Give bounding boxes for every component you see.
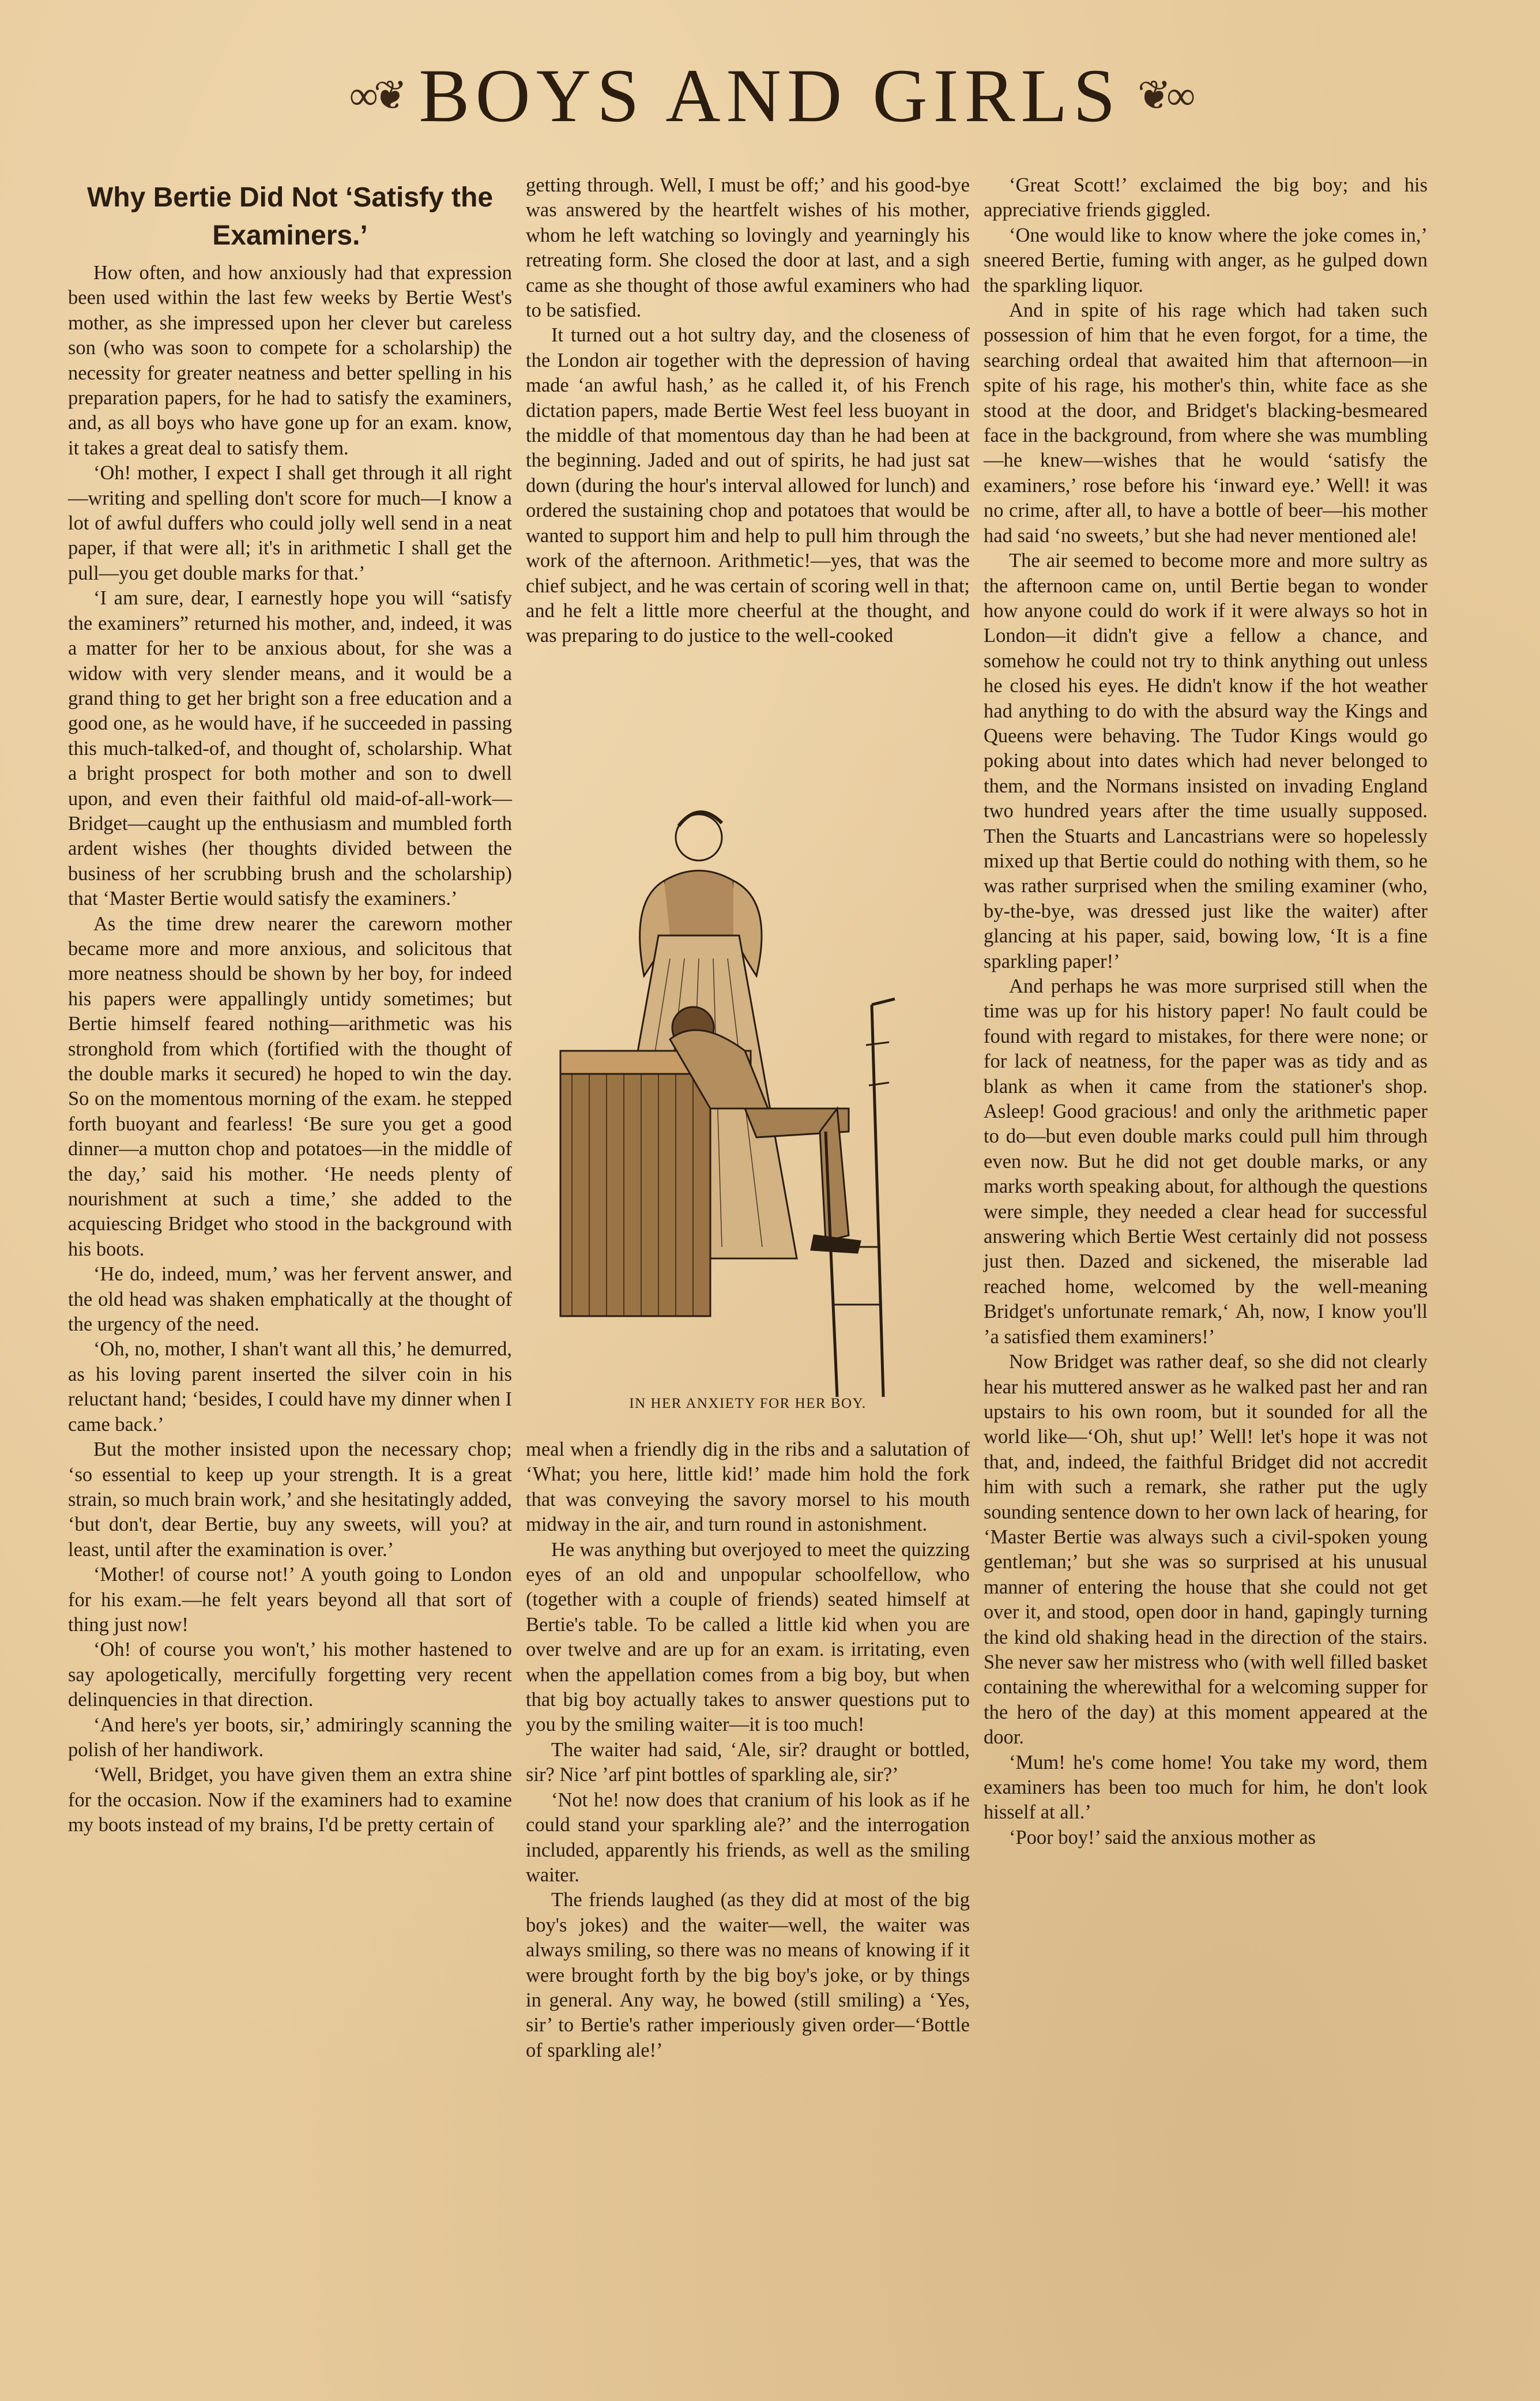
paragraph: ‘I am sure, dear, I earnestly hope you will “satisfy the examiners” returned his mother, and, indeed, it was a matter for her to be anxious about, for she was a widow with very slender means, and it would be a grand thing to get her bright son a free education and a good one, as he would have, if he succeeded in passing this much-talked-of, and thought of, scholarship. What a bright prospect for both mother and son to dwell upon, and even their faithful old maid-of-all-work—Bridget—caught up the enthusiasm and mumbled forth ardent wishes (her thoughts divided between the business of her scrubbing brush and the scholarship) that ‘Master Bertie would satisfy the examiners.’ xyxy=(68,587,512,910)
column-middle-top xyxy=(526,173,970,649)
paragraph: getting through. Well, I must be off;’ and his good-bye was answered by the heartfelt wishes of his mother, whom he left watching so lovingly and yearningly his retreating form. She closed the door at last, and a sigh came as she thought of those awful examiners who had to be satisfied. xyxy=(526,174,970,322)
paragraph: The friends laughed (as they did at most of the big boy's jokes) and the waiter—well, the waiter was always smiling, so there was no means of knowing if it were brought forth by the big boy's joke, or by things in general. Any way, he bowed (still smiling) a ‘Yes, sir’ to Bertie's rather imperiously given order—‘Bottle of sparkling ale!’ xyxy=(526,1889,970,2061)
paragraph: ‘Oh! of course you won't,’ his mother hastened to say apologetically, mercifully forgetting very recent delinquencies in that direction. xyxy=(68,1639,512,1711)
column-middle-bottom xyxy=(526,1437,970,2063)
boy-shoe xyxy=(811,1235,860,1253)
paragraph: ‘Great Scott!’ exclaimed the big boy; and his appreciative friends giggled. xyxy=(984,174,1428,221)
engraving-illustration xyxy=(526,786,970,1423)
column-left xyxy=(68,173,512,1838)
paragraph: ‘One would like to know where the joke comes in,’ sneered Bertie, fuming with anger, as he gulped down the sparkling liquor. xyxy=(984,224,1428,296)
paragraph: ‘Poor boy!’ said the anxious mother as xyxy=(1009,1826,1316,1848)
paragraph: But the mother insisted upon the necessary chop; ‘so essential to keep up your strength. It is a great strain, so much brain work,’ and she hesitatingly added, ‘but don't, dear Bertie, buy any sweets, will you? at least, until after the examination is over.’ xyxy=(68,1438,512,1561)
paragraph: How often, and how anxiously had that expression been used within the last few weeks by Bertie West's mother, as she impressed upon her clever but careless son (who was soon to compete for a scholarship) the necessity for greater neatness and better spelling in his preparation papers, for he had to satisfy the examiners, and, as all boys who have gone up for an exam. know, it takes a great deal to satisfy them. xyxy=(68,262,512,459)
left-flourish-ornament: ∞❦ xyxy=(349,73,403,118)
paragraph: He was anything but overjoyed to meet the quizzing eyes of an old and unpopular schoolfellow, who (together with a couple of friends) seated himself at Bertie's table. To be called a little kid when you are over twelve and are up for an exam. is irritating, even when the appellation comes from a big boy, but when that big boy actually takes to answer questions put to you by the smiling waiter—it is too much! xyxy=(526,1538,970,1736)
right-flourish-ornament: ❦∞ xyxy=(1137,73,1191,118)
paragraph: ‘Not he! now does that cranium of his look as if he could stand your sparkling ale?’ and the interrogation included, apparently his friends, as well as the smiling waiter. xyxy=(526,1788,970,1886)
paragraph: ‘Well, Bridget, you have given them an extra shine for the occasion. Now if the examiners had to examine my boots instead of my brains, I'd be pretty certain of xyxy=(68,1764,512,1836)
paragraph: Now Bridget was rather deaf, so she did not clearly hear his muttered answer as he walked past her and ran upstairs to his own room, but it sounded for all the world like—‘Oh, shut up!’ Well! let's hope it was not that, and, indeed, the faithful Bridget did not accredit him with such a remark, she rather put the ugly sounding sentence down to her own lack of hearing, for ‘Master Bertie was always such a civil-spoken young gentleman;’ but she was so surprised at his unusual manner of entering the house that she could not get over it, and stood, open door in hand, gapingly turning the kind old shaking head in the direction of the stairs. She never saw her mistress who (with well filled basket containing the wherewithal for a welcoming supper for the hero of the day) at this moment appeared at the door. xyxy=(984,1351,1428,1749)
paragraph: As the time drew nearer the careworn mother became more and more anxious, and solicitous that more neatness should be shown by her boy, for indeed his papers were appallingly untidy sometimes; but Bertie himself feared nothing—arithmetic was his stronghold from which (fortified with the thought of the double marks it secured) he hoped to win the day. So on the momentous morning of the exam. he stepped forth buoyant and fearless! ‘Be sure you get a good dinner—a mutton chop and potatoes—in the middle of the day,’ said his mother. ‘He needs plenty of nourishment at such a time,’ she added to the acquiescing Bridget who stood in the background with his boots. xyxy=(68,912,512,1260)
paragraph: And perhaps he was more surprised still when the time was up for his history paper! No fault could be found with regard to mistakes, for there were none; or for lack of neatness, for the paper was as tidy and as blank as when it came from the stationer's shop. Asleep! Good gracious! and only the arithmetic paper to do—but even double marks could pull him through even now. But he did not get double marks, or any marks worth speaking about, for although the questions were simple, they needed a clear head for successful answering which Bertie West certainly did not possess just then. Dazed and sickened, the miserable lad reached home, welcomed by the well-meaning Bridget's unfortunate remark,‘ Ah, now, I know you'll ’a satisfied them examiners!’ xyxy=(984,975,1428,1348)
table-cloth xyxy=(560,1074,710,1316)
paragraph: It turned out a hot sultry day, and the closeness of the London air together with the depression of having made ‘an awful hash,’ as he called it, of his French dictation papers, made Bertie West feel less buoyant in the middle of that momentous day than he had been at the beginning. Jaded and out of spirits, he had just sat down (during the hour's interval allowed for lunch) and ordered the sustaining chop and potatoes that would be wanted to support him and help to pull him through the work of the afternoon. Arithmetic!—yes, that was the chief subject, and he was certain of scoring well in that; and he felt a little more cheerful at the thought, and was preparing to do justice to the well-cooked xyxy=(526,324,970,647)
illustration-caption: IN HER ANXIETY FOR HER BOY. xyxy=(629,1396,867,1411)
paragraph: ‘Oh, no, mother, I shan't want all this,’ he demurred, as his loving parent inserted the silver coin in his reluctant hand; ‘besides, I could have my dinner when I came back.’ xyxy=(68,1338,512,1436)
woman-bodice xyxy=(658,871,739,942)
section-title: BOYS AND GIRLS xyxy=(419,52,1121,138)
paragraph: The waiter had said, ‘Ale, sir? draught or bottled, sir? Nice ’arf pint bottles of sparkling ale, sir?’ xyxy=(526,1738,970,1786)
paragraph: meal when a friendly dig in the ribs and a salutation of ‘What; you here, little kid!’ made him hold the fork that was conveying the savory morsel to his mouth midway in the air, and turn round in astonishment. xyxy=(526,1438,970,1536)
paragraph: The air seemed to become more and more sultry as the afternoon came on, until Bertie began to wonder how anyone could do work if it were always so hot in London—it didn't give a fellow a chance, and somehow he could not try to think anything out unless he closed his eyes. He didn't know if the hot weather had anything to do with the absurd way the Kings and Queens were behaving. The Tudor Kings would go poking about into dates which had never belonged to them, and the Normans insisted on invading England two hundred years after the time usually supposed. Then the Stuarts and Lancastrians were so hopelessly mixed up that Bertie could do nothing with them, so he was rather surprised when the smiling examiner (who, by-the-bye, was dressed just like the waiter) after glancing at his paper, said, bowing low, ‘It is a fine sparkling paper!’ xyxy=(984,550,1428,972)
paragraph: ‘And here's yer boots, sir,’ admiringly scanning the polish of her handiwork. xyxy=(68,1714,512,1761)
article-title: Why Bertie Did Not ‘Satisfy the Examiners.’ xyxy=(86,182,494,251)
paragraph: ‘Oh! mother, I expect I shall get through it all right—writing and spelling don't score for much—I know a lot of awful duffers who could jolly well send in a neat paper, if that were all; it's in arithmetic I shall get the pull—you get double marks for that.’ xyxy=(68,462,512,584)
masthead xyxy=(0,52,1540,138)
paragraph: ‘Mum! he's come home! You take my word, them examiners has been too much for him, he don't look hisself at all.’ xyxy=(984,1751,1428,1824)
paragraph: ‘Mother! of course not!’ A youth going to London for his exam.—he felt years beyond all that sort of thing just now! xyxy=(68,1564,512,1636)
paragraph: And in spite of his rage which had taken such possession of him that he even forgot, for a time, the searching ordeal that awaited him that afternoon—in spite of his rage, his mother's thin, white face as she stood at the door, and Bridget's blacking-besmeared face in the background, from where she was mumbling—he knew—wishes that he would ‘satisfy the examiners,’ rose before his ‘inward eye.’ Well! it was no crime, after all, to have a bottle of beer—his mother had said ‘no sweets,’ but she had never mentioned ale! xyxy=(984,299,1428,547)
column-right xyxy=(984,173,1428,1850)
paragraph: ‘He do, indeed, mum,’ was her fervent answer, and the old head was shaken emphatically at the thought of the urgency of the need. xyxy=(68,1263,512,1336)
